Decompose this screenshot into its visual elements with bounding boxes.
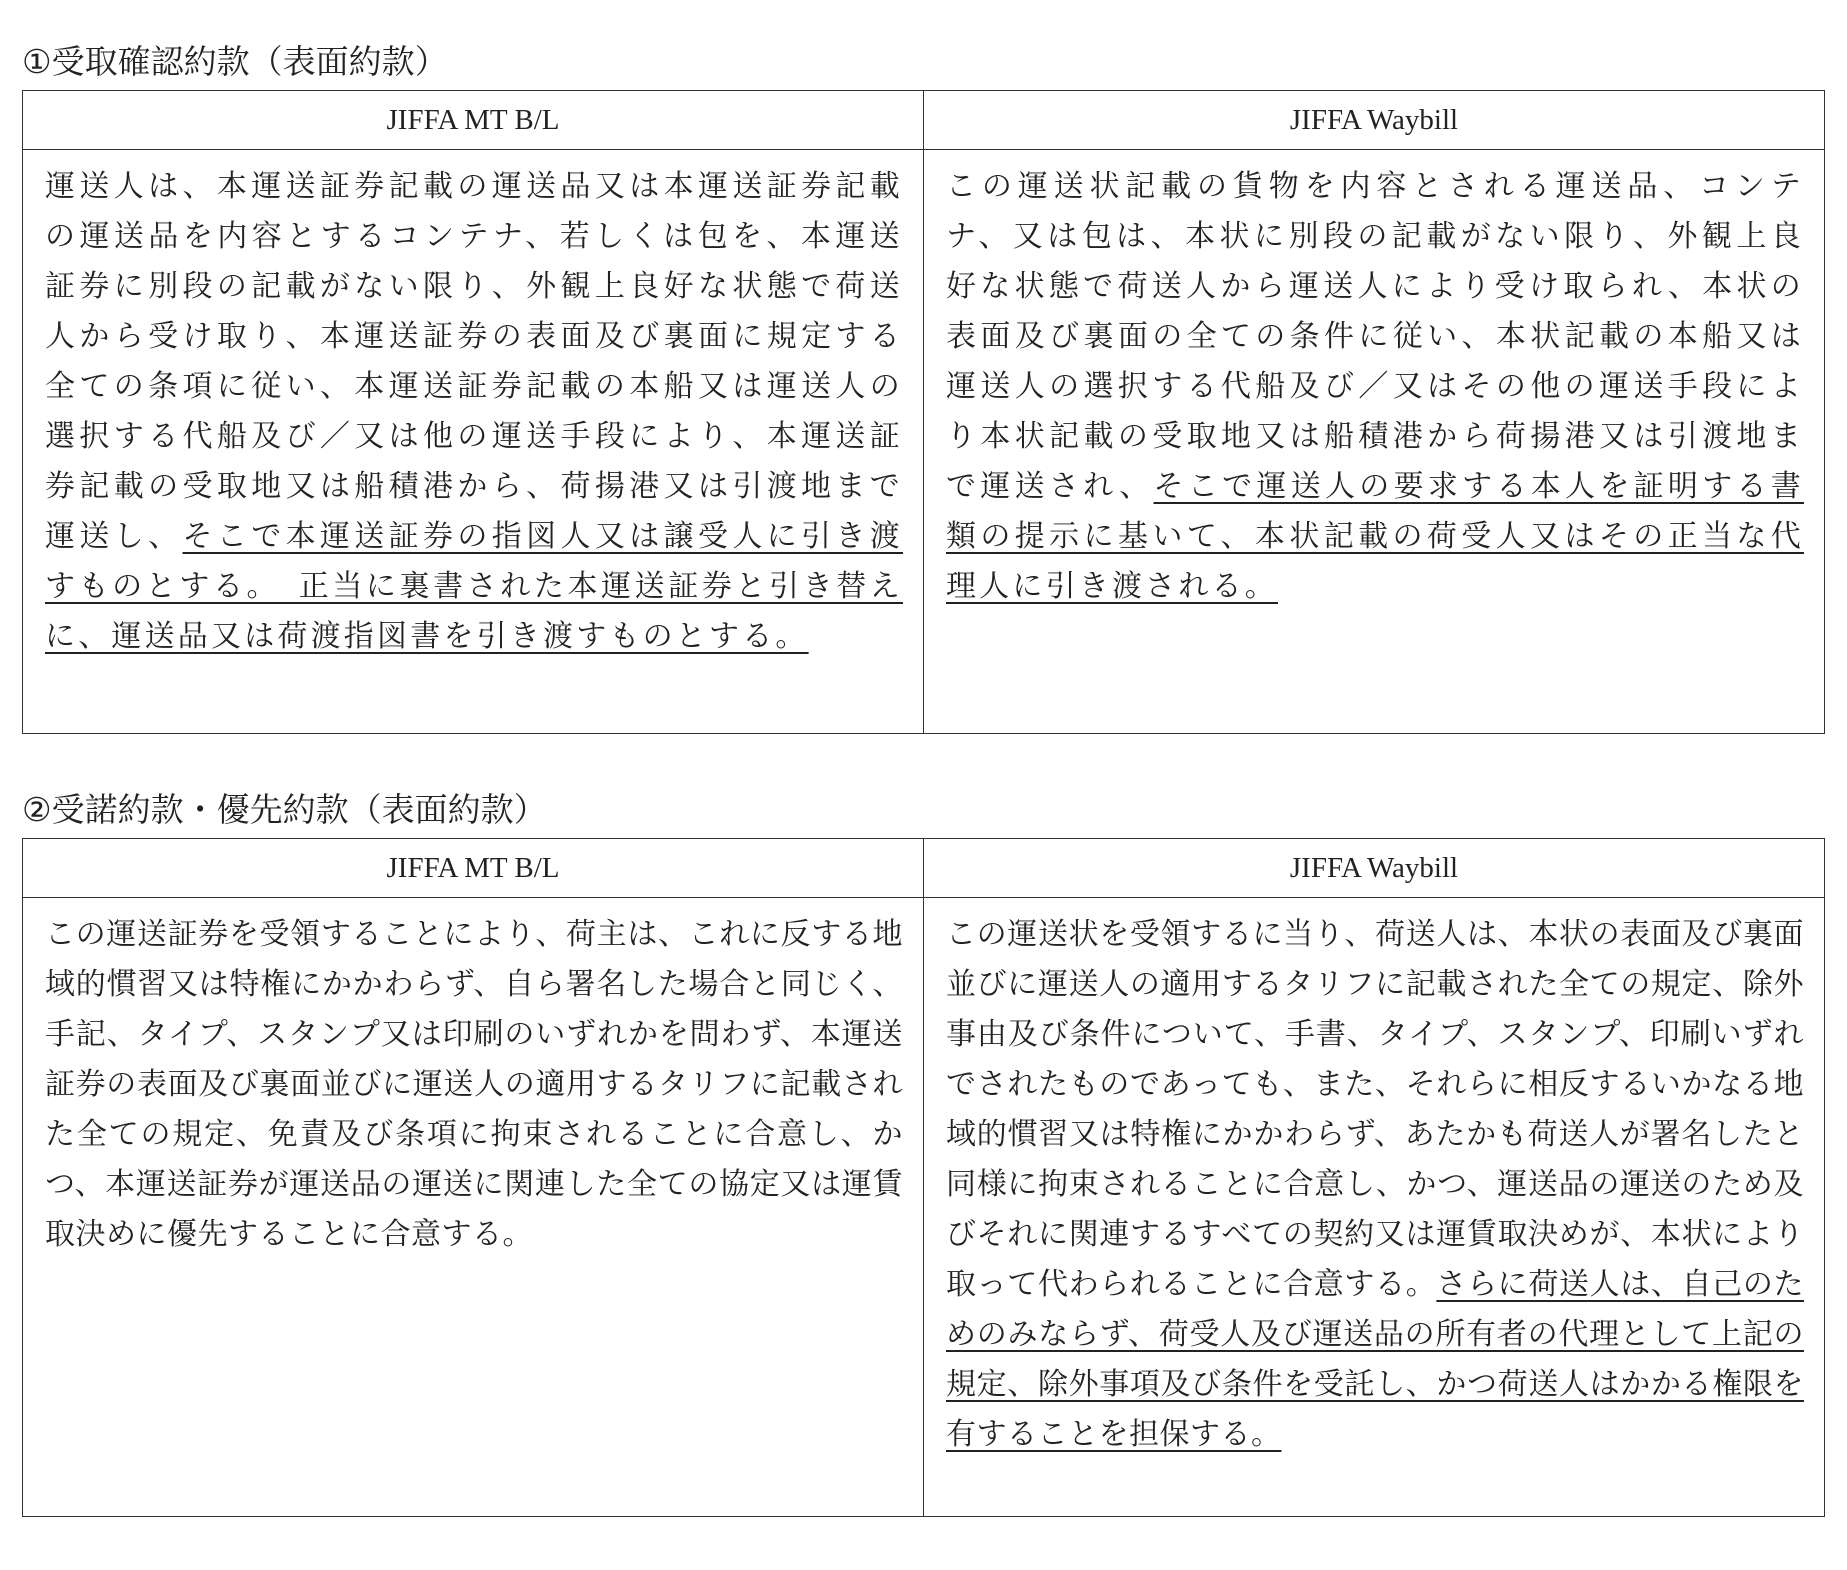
clause-text-underlined: そこで本運送証券の指図人又は譲受人に引き渡すものとする。 正当に裏書された本運送証券と引き替えに、運送品又は荷渡指図書を引き渡すものとする。 <box>45 519 903 654</box>
column-header-mt-bl: JIFFA MT B/L <box>23 91 924 150</box>
clause-text-plain: 運送人は、本運送証券記載の運送品又は本運送証券記載の運送品を内容とするコンテナ、若しくは包を、本運送証券に別段の記載がない限り、外観上良好な状態で荷送人から受け取り、本運送証券の表面及び裏面に規定する全ての条項に従い、本運送証券記載の本船又は運送人の選択する代船及び／又は他の運送手段により、本運送証券記載の受取地又は船積港から、荷揚港又は引渡地まで運送し、 <box>45 169 903 554</box>
column-header-waybill: JIFFA Waybill <box>924 91 1825 150</box>
column-header-waybill: JIFFA Waybill <box>924 839 1825 898</box>
mt-bl-clause-text <box>23 150 924 734</box>
waybill-clause-text <box>924 150 1825 734</box>
clause-text-plain: この運送状を受領するに当り、荷送人は、本状の表面及び裏面並びに運送人の適用するタリフに記載された全ての規定、除外事由及び条件について、手書、タイプ、スタンプ、印刷いずれでされたものであっても、また、それらに相反するいかなる地域的慣習又は特権にかかわらず、あたかも荷送人が署名したと同様に拘束されることに合意し、かつ、運送品の運送のため及びそれに関連するすべての契約又は運賃取決めが、本状により取って代わられることに合意する。 <box>946 917 1804 1302</box>
section-title: ②受諾約款・優先約款（表面約款） <box>22 790 547 829</box>
section-title: ①受取確認約款（表面約款） <box>22 42 448 81</box>
clause-text-underlined: さらに荷送人は、自己のためのみならず、荷受人及び運送品の所有者の代理として上記の規定、除外事項及び条件を受託し、かつ荷送人はかかる権限を有することを担保する。 <box>946 1267 1805 1452</box>
mt-bl-clause-text <box>23 898 924 1517</box>
comparison-table <box>22 838 1825 1517</box>
comparison-table <box>22 90 1825 734</box>
clause-text-plain: この運送証券を受領することにより、荷主は、これに反する地域的慣習又は特権にかかわらず、自ら署名した場合と同じく、手記、タイプ、スタンプ又は印刷のいずれかを問わず、本運送証券の表面及び裏面並びに運送人の適用するタリフに記載された全ての規定、免責及び条項に拘束されることに合意し、かつ、本運送証券が運送品の運送に関連した全ての協定又は運賃取決めに優先することに合意する。 <box>45 917 903 1252</box>
clause-text-underlined: そこで運送人の要求する本人を証明する書類の提示に基いて、本状記載の荷受人又はその正当な代理人に引き渡される。 <box>946 469 1804 604</box>
section-acceptance-clause <box>22 790 1825 1517</box>
waybill-clause-text <box>924 898 1825 1517</box>
column-header-mt-bl: JIFFA MT B/L <box>23 839 924 898</box>
clause-text-plain: この運送状記載の貨物を内容とされる運送品、コンテナ、又は包は、本状に別段の記載がない限り、外観上良好な状態で荷送人から運送人により受け取られ、本状の表面及び裏面の全ての条件に従い、本状記載の本船又は運送人の選択する代船及び／又はその他の運送手段により本状記載の受取地又は船積港から荷揚港又は引渡地まで運送され、 <box>946 169 1804 504</box>
section-receipt-clause <box>22 42 1825 734</box>
